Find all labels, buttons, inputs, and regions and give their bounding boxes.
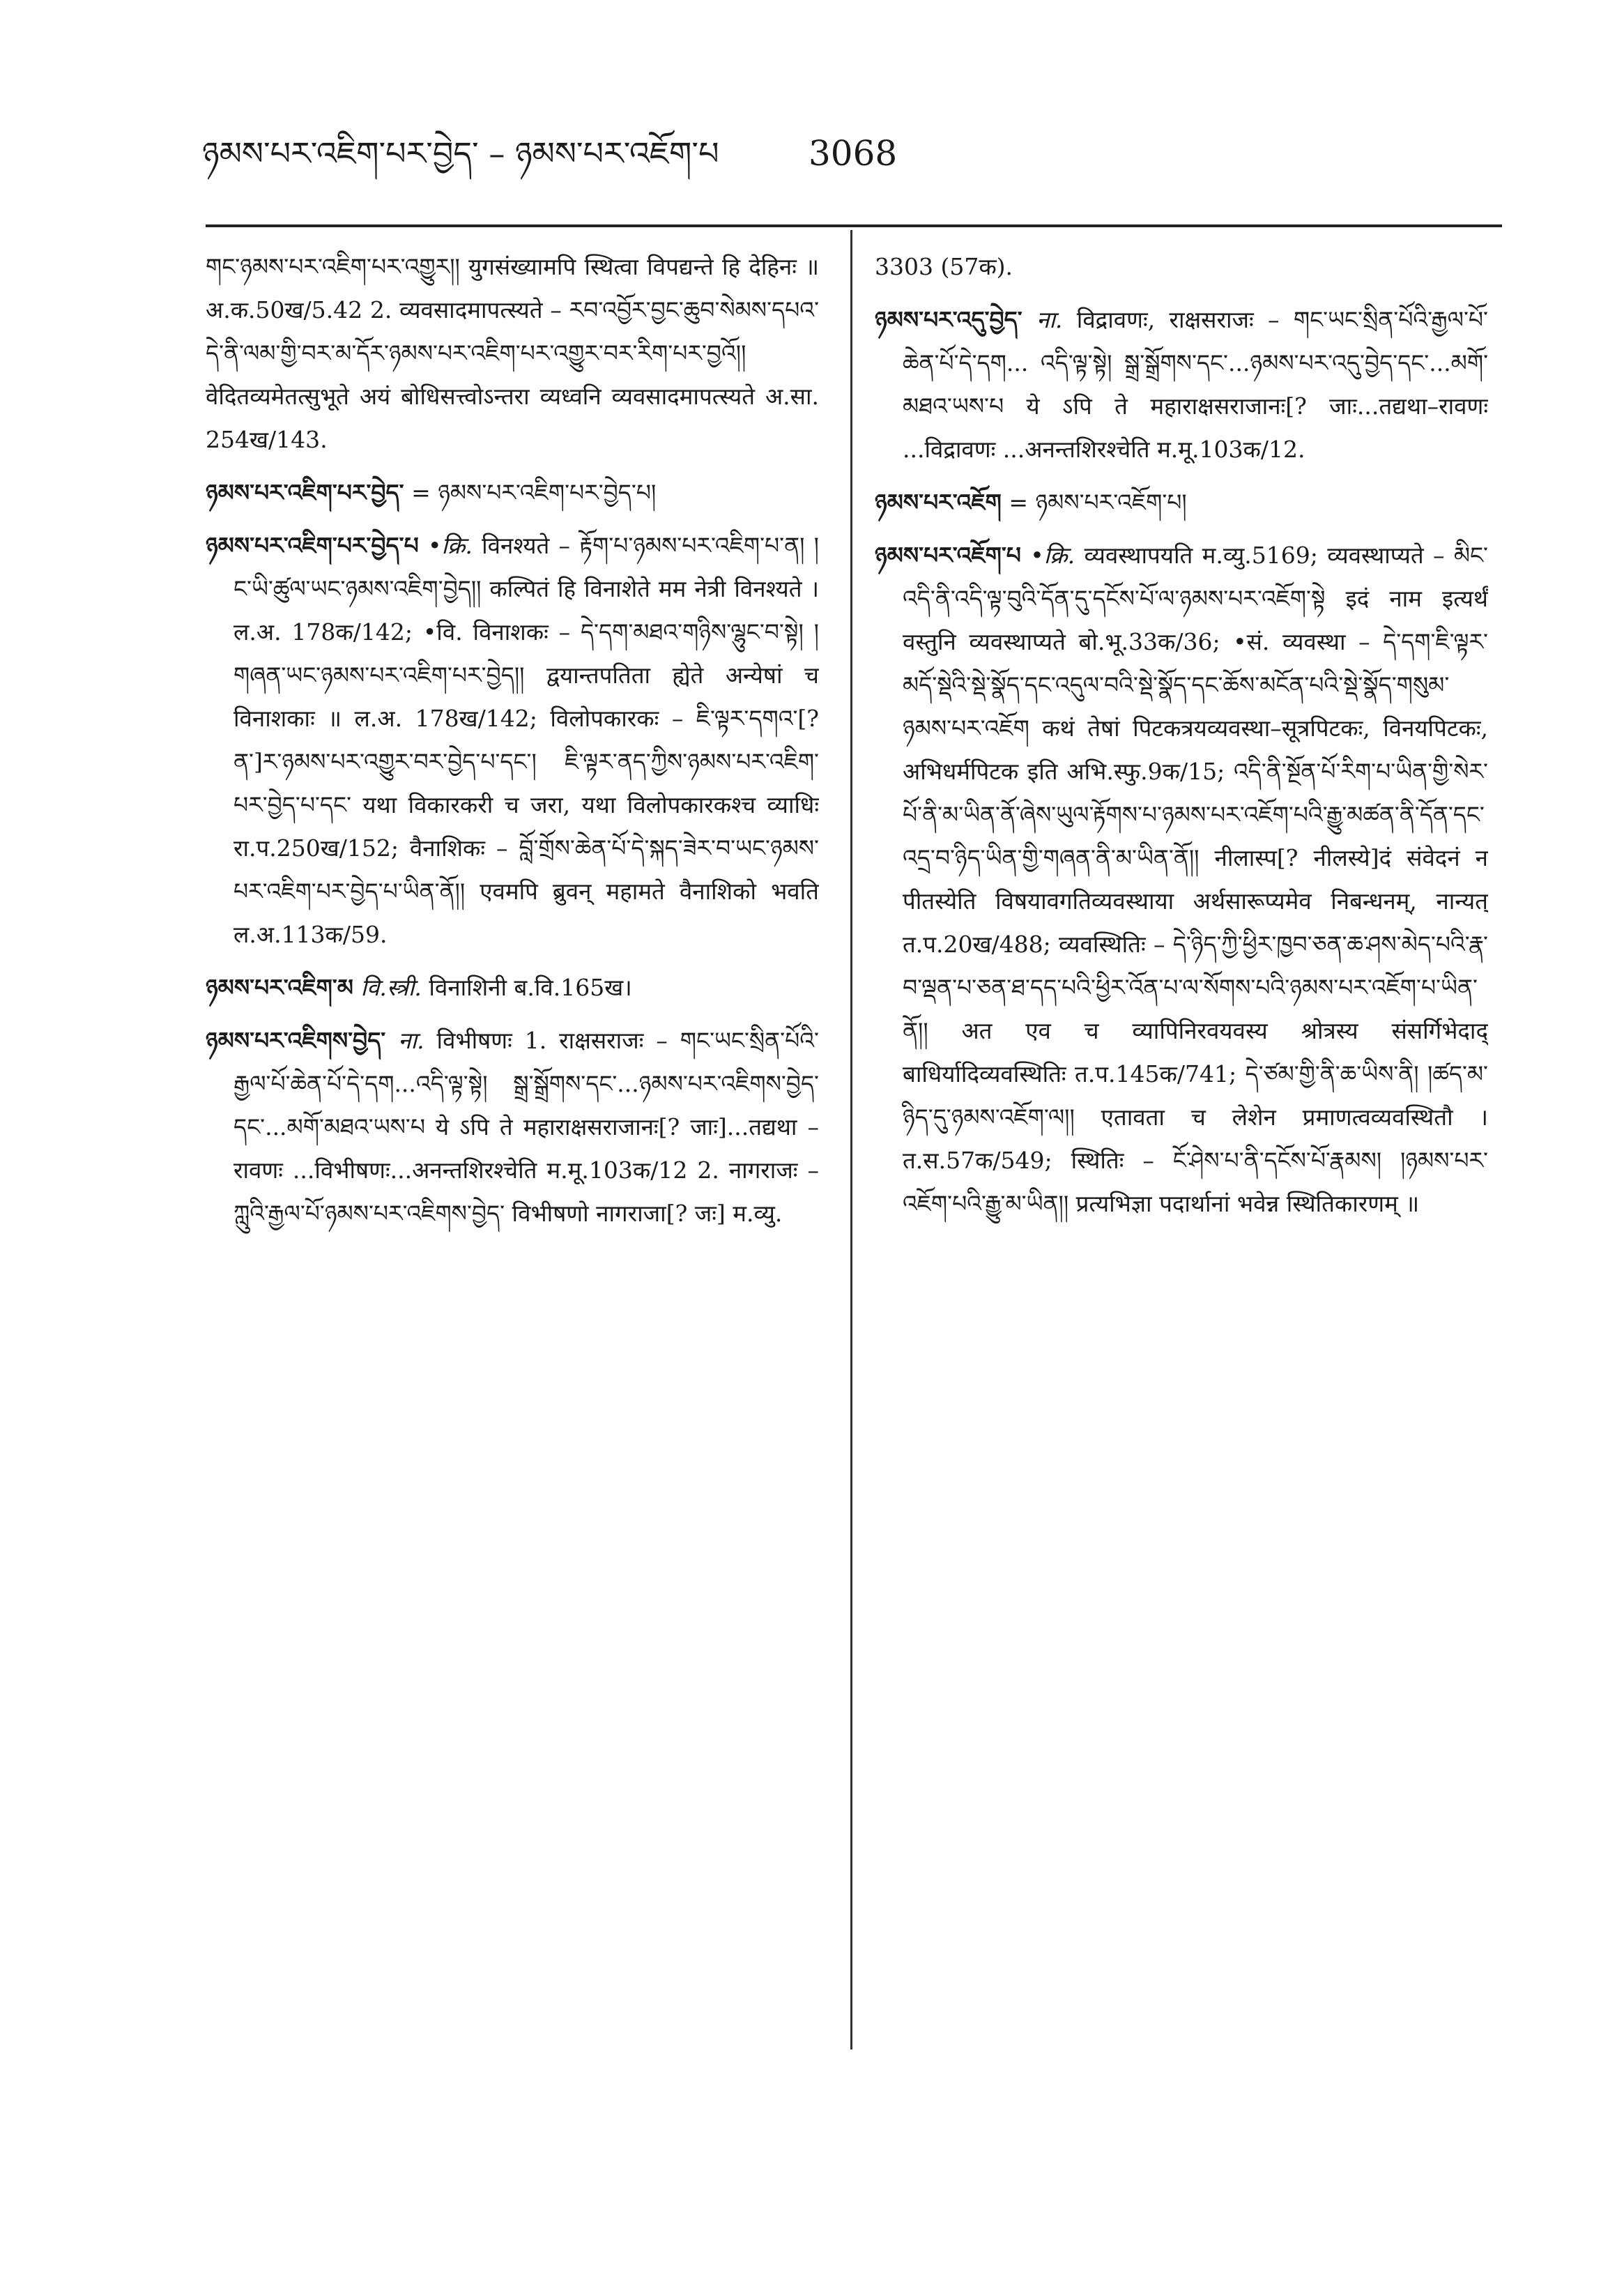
dictionary-entry bbox=[206, 471, 819, 514]
header-rule bbox=[206, 224, 1502, 227]
entry-lemma: ཉམས་པར་འཇོག་པ bbox=[875, 542, 1021, 569]
dictionary-entry bbox=[206, 1019, 819, 1235]
column-divider bbox=[850, 230, 852, 2049]
entry-lemma: ཉམས་པར་འཇིག་མ bbox=[206, 974, 353, 1001]
entry-text: विनाशिनी ब.वि.165ख। bbox=[429, 974, 632, 1001]
entry-text: व्यवस्थापयति म.व्यु.5169; व्यवस्थाप्यते – མིང་འདི་ནི་འདི་ལྟ་བུའི་དོན་དུ་དངོས་པོ་ལ་ཉམས་པར་འཇོག་སྟེ इदं नाम इत्यर्थं वस्तुनि व्यवस्थाप्यते बो.भू.33क/36; •सं. व्यवस्था – དེ་དག་ཇི་ལྟར་མདོ་སྡེའི་སྡེ་སྣོད་དང་འདུལ་བའི་སྡེ་སྣོད་དང་ཆོས་མངོན་པའི་སྡེ་སྣོད་གསུམ་ཉམས་པར་འཇོག कथं तेषां पिटकत्रयव्यवस्था–सूत्रपिटकः, विनयपिटकः, अभिधर्मपिटक इति अभि.स्फु.9क/15; འདི་ནི་སྔོན་པོ་རིག་པ་ཡིན་གྱི་སེར་པོ་ནི་མ་ཡིན་ནོ་ཞེས་ཡུལ་རྟོགས་པ་ཉམས་པར་འཇོག་པའི་རྒྱུ་མཚན་ནི་དོན་དང་འདྲ་བ་ཉིད་ཡིན་གྱི་གཞན་ནི་མ་ཡིན་ནོ།། नीलास्प[? नीलस्ये]दं संवेदनं न पीतस्येति विषयावगतिव्यवस्थाया अर्थसारूप्यमेव निबन्धनम्, नान्यत् त.प.20ख/488; व्यवस्थितिः – དེ་ཉིད་ཀྱི་ཕྱིར་ཁྱབ་ཅན་ཆ་ཤས་མེད་པའི་རྣ་བ་ལྡན་པ་ཅན་ཐ་དད་པའི་ཕྱིར་འོན་པ་ལ་སོགས་པའི་ཉམས་པར་འཇོག་པ་ཡིན་ནོ།། अत एव च व्यापिनिरवयवस्य श्रोत्रस्य संसर्गिभेदाद् बाधिर्यादिव्यवस्थितिः त.प.145क/741; དེ་ཙམ་གྱི་ནི་ཆ་ཡིས་ནི། །ཚད་མ་ཉིད་དུ་ཉམས་འཇོག་ལ།། एतावता च लेशेन प्रमाणत्वव्यवस्थितौ । त.स.57क/549; स्थितिः – ངོ་ཤེས་པ་ནི་དངོས་པོ་རྣམས། །ཉམས་པར་འཇོག་པའི་རྒྱུ་མ་ཡིན།། प्रत्यभिज्ञा पदार्थानां भवेन्न स्थितिकारणम् ॥ bbox=[903, 542, 1488, 1217]
right-column bbox=[875, 245, 1488, 2058]
dictionary-entry bbox=[875, 534, 1488, 1226]
page-number: 3068 bbox=[809, 133, 898, 174]
entry-grammar: •क्रि. bbox=[1030, 542, 1075, 569]
entry-lemma: ཉམས་པར་འཇིག་པར་བྱེད་ bbox=[206, 479, 404, 506]
entry-lemma: ཉམས་པར་འཇིགས་བྱེད་ bbox=[206, 1027, 386, 1054]
entry-grammar: ना. bbox=[398, 1027, 424, 1054]
dictionary-entry bbox=[206, 966, 819, 1009]
entry-text: = ཉམས་པར་འཇོག་པ། bbox=[1009, 489, 1187, 516]
entry-text: = ཉམས་པར་འཇིག་པར་བྱེད་པ། bbox=[411, 479, 657, 506]
entry-lemma: ཉམས་པར་འཇོག bbox=[875, 489, 1002, 516]
dictionary-entry bbox=[206, 524, 819, 956]
entry-text: 3303 (57क). bbox=[875, 253, 1013, 280]
entry-grammar: •क्रि. bbox=[428, 532, 473, 559]
dictionary-entry bbox=[875, 245, 1488, 289]
entry-text: विनश्यते – རྟོག་པ་ཉམས་པར་འཇིག་པ་ན། །ང་ཡི་ཚུལ་ཡང་ཉམས་འཇིག་བྱེད།། कल्पितं हि विनाशेते मम नेत्री विनश्यते । ल.अ. 178क/142; •वि. विनाशकः – དེ་དག་མཐའ་གཉིས་ལྷུང་བ་སྟེ། །གཞན་ཡང་ཉམས་པར་འཇིག་པར་བྱེད།། द्वयान्तपतिता ह्येते अन्येषां च विनाशकाः ॥ ल.अ. 178ख/142; विलोपकारकः – ཇི་ལྟར་དགའ་[? ན་]ར་ཉམས་པར་འགྱུར་བར་བྱེད་པ་དང་། ཇི་ལྟར་ནད་ཀྱིས་ཉམས་པར་འཇིག་པར་བྱེད་པ་དང་ यथा विकारकरी च जरा, यथा विलोपकारकश्च व्याधिः रा.प.250ख/152; वैनाशिकः – བློ་གྲོས་ཆེན་པོ་དེ་སྐད་ཟེར་བ་ཡང་ཉམས་པར་འཇིག་པར་བྱེད་པ་ཡིན་ནོ།། एवमपि ब्रुवन् महामते वैनाशिको भवति ल.अ.113क/59. bbox=[233, 532, 819, 948]
dictionary-entry bbox=[875, 481, 1488, 524]
entry-text: विभीषणः 1. राक्षसराजः – གང་ཡང་སྲིན་པོའི་རྒྱལ་པོ་ཆེན་པོ་དེ་དག...འདི་ལྟ་སྟེ། སྒྲ་སྒྲོགས་དང་...ཉམས་པར་འཇིགས་བྱེད་དང་...མགོ་མཐའ་ཡས་པ ये ऽपि ते महाराक्षसराजानः[? जाः]...तद्यथा – रावणः ...विभीषणः...अनन्तशिरश्चेति म.मू.103क/12 2. नागराजः – ཀླུའི་རྒྱལ་པོ་ཉམས་པར་འཇིགས་བྱེད་ विभीषणो नागराजा[? जः] म.व्यु. bbox=[233, 1027, 819, 1227]
entry-text: विद्रावणः, राक्षसराजः – གང་ཡང་སྲིན་པོའི་རྒྱལ་པོ་ཆེན་པོ་དེ་དག... འདི་ལྟ་སྟེ། སྒྲ་སྒྲོགས་དང་...ཉམས་པར་འདུ་བྱེད་དང་...མགོ་མཐའ་ཡས་པ ये ऽपि ते महाराक्षसराजानः[? जाः...तद्यथा–रावणः ...विद्रावणः ...अनन्तशिरश्चेति म.मू.103क/12. bbox=[903, 306, 1488, 463]
entry-grammar: वि.स्त्री. bbox=[360, 974, 422, 1001]
dictionary-entry bbox=[206, 245, 819, 461]
entry-lemma: ཉམས་པར་འདུ་བྱེད་ bbox=[875, 306, 1022, 333]
running-head: ཉམས་པར་འཇིག་པར་བྱེད་ – ཉམས་པར་འཇོག་པ bbox=[202, 135, 719, 172]
entry-lemma: ཉམས་པར་འཇིག་པར་བྱེད་པ bbox=[206, 532, 419, 559]
entry-text: གང་ཉམས་པར་འཇིག་པར་འགྱུར།། युगसंख्यामपि स्थित्वा विपद्यन्ते हि देहिनः ॥ अ.क.50ख/5.42 2. व्यवसादमापत्स्यते – རབ་འབྱོར་བྱང་ཆུབ་སེམས་དཔའ་དེ་ནི་ལམ་གྱི་བར་མ་དོར་ཉམས་པར་འཇིག་པར་འགྱུར་བར་རིག་པར་བྱའོ།། वेदितव्यमेतत्सुभूते अयं बोधिसत्त्वोऽन्तरा व्यध्वनि व्यवसादमापत्स्यते अ.सा. 254ख/143. bbox=[206, 253, 819, 453]
left-column bbox=[206, 245, 819, 2058]
dictionary-entry bbox=[875, 298, 1488, 471]
entry-grammar: ना. bbox=[1036, 306, 1063, 333]
